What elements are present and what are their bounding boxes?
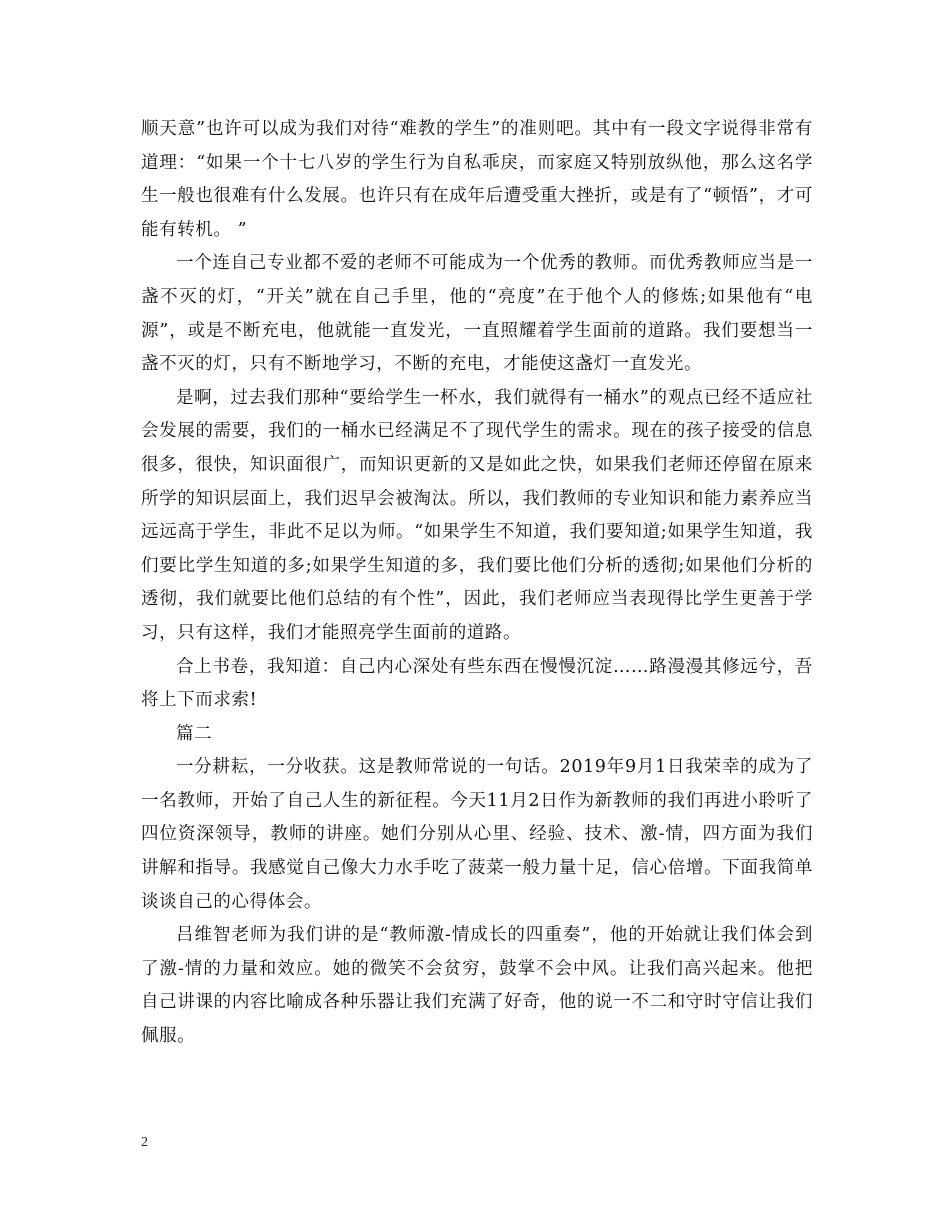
paragraph: 一分耕耘，一分收获。这是教师常说的一句话。2019年9月1日我荣幸的成为了一名教师，开始了自己人生的新征程。今天11月2日作为新教师的我们再进小聆听了四位资深领导，教师的讲座。她们分别从心里、经验、技术、激-情，四方面为我们讲解和指导。我感觉自己像大力水手吃了菠菜一般力量十足，信心倍增。下面我简单谈谈自己的心得体会。 (141, 757, 813, 912)
paragraph: 合上书卷，我知道：自己内心深处有些东西在慢慢沉淀……路漫漫其修远兮，吾将上下而求索! (141, 656, 813, 711)
section-heading: 篇二 (176, 723, 213, 744)
page-number: 2 (141, 1135, 148, 1150)
paragraph: 一个连自己专业都不爱的老师不可能成为一个优秀的教师。而优秀教师应当是一盏不灭的灯，“开关”就在自己手里，他的“亮度”在于他个人的修炼;如果他有“电源”，或是不断充电，他就能一直发光，一直照耀着学生面前的道路。我们要想当一盏不灭的灯，只有不断地学习，不断的充电，才能使这盏灯一直发光。 (141, 253, 813, 375)
paragraph: 顺天意”也许可以成为我们对待“难教的学生”的准则吧。其中有一段文字说得非常有道理：“如果一个十七八岁的学生行为自私乖戾，而家庭又特别放纵他，那么这名学生一般也很难有什么发展。也许只有在成年后遭受重大挫折，或是有了“顿悟”，才可能有转机。 ” (141, 119, 813, 240)
document-body (141, 113, 813, 1054)
paragraph: 吕维智老师为我们讲的是“教师激-情成长的四重奏”，他的开始就让我们体会到了激-情的力量和效应。她的微笑不会贫穷，鼓掌不会中风。让我们高兴起来。他把自己讲课的内容比喻成各种乐器让我们充满了好奇，他的说一不二和守时守信让我们佩服。 (141, 925, 813, 1047)
paragraph: 是啊，过去我们那种“要给学生一杯水，我们就得有一桶水”的观点已经不适应社会发展的需要，我们的一桶水已经满足不了现代学生的需求。现在的孩子接受的信息很多，很快，知识面很广，而知识更新的又是如此之快，如果我们老师还停留在原来所学的知识层面上，我们迟早会被淘汰。所以，我们教师的专业知识和能力素养应当远远高于学生，非此不足以为师。“如果学生不知道，我们要知道;如果学生知道，我们要比学生知道的多;如果学生知道的多，我们要比他们分析的透彻;如果他们分析的透彻，我们就要比他们总结的有个性”，因此，我们老师应当表现得比学生更善于学习，只有这样，我们才能照亮学生面前的道路。 (141, 387, 813, 643)
